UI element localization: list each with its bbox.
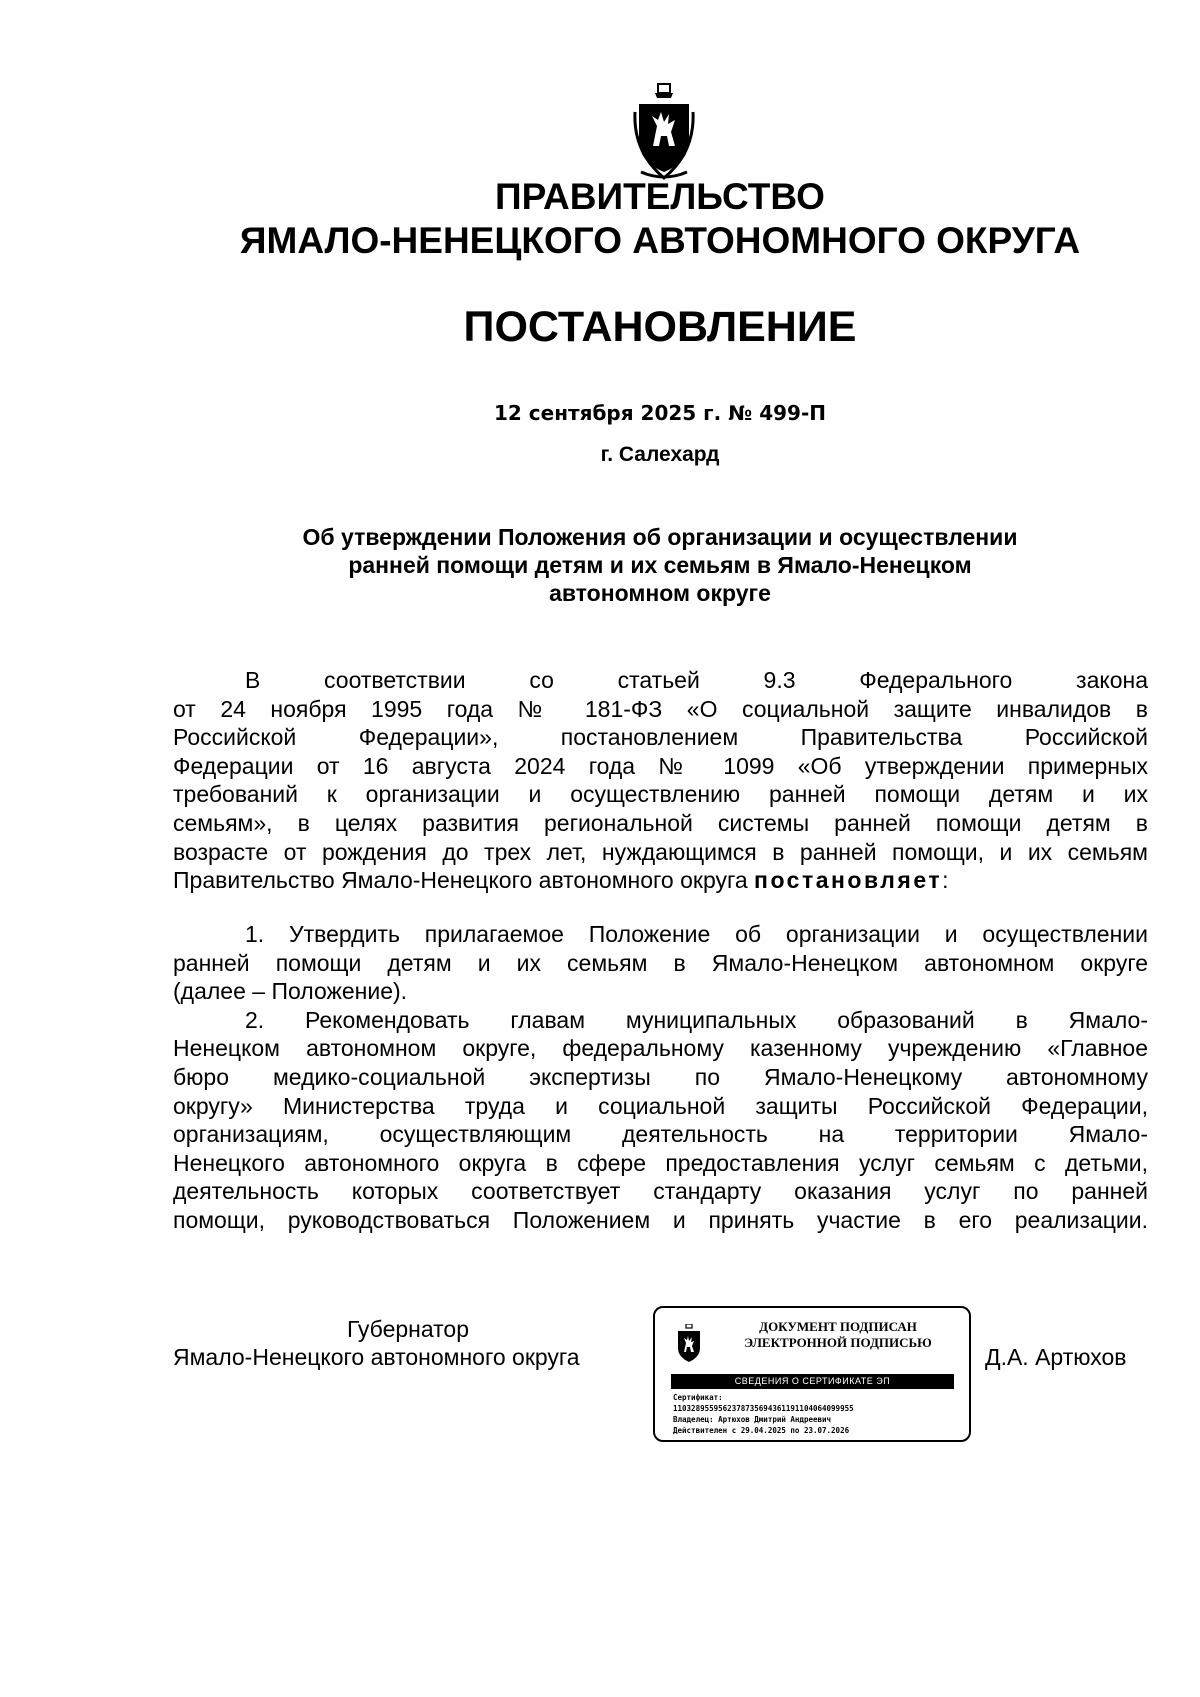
subject-line: автономном округе <box>549 580 771 606</box>
subject-line: Об утверждении Положения об организации и осуществлении <box>302 524 1018 550</box>
stamp-title-line2: ЭЛЕКТРОННОЙ ПОДПИСЬЮ <box>744 1335 932 1350</box>
item-line: округу» Министерства труда и социальной защиты Российской Федерации, <box>173 1092 1148 1119</box>
item-line: Ненецком автономном округе, федеральному казенному учреждению «Главное <box>173 1035 1148 1062</box>
electronic-signature-stamp <box>653 1306 971 1442</box>
position-line1: Губернатор <box>346 1316 470 1342</box>
item-line: помощи, руководствоваться Положением и принять участие в его реализации. <box>173 1206 1148 1233</box>
position-line2: Ямало-Ненецкого автономного округа <box>173 1344 580 1370</box>
item-line: Ненецкого автономного округа в сфере предоставления услуг семьям с детьми, <box>173 1149 1148 1176</box>
item-line: 1. Утвердить прилагаемое Положение об организации и осуществлении <box>245 921 1148 947</box>
preamble-line: Федерации от 16 августа 2024 года № 1099 «Об утверждении примерных <box>173 752 1148 779</box>
certificate-validity: Действителен с 29.04.2025 по 23.07.2026 <box>673 1426 850 1435</box>
certificate-owner: Владелец: Артюхов Дмитрий Андреевич <box>673 1415 832 1424</box>
city: г. Салехард <box>600 443 720 466</box>
item-line: деятельность которых соответствует стандарту оказания услуг по ранней <box>173 1178 1148 1205</box>
document-type: ПОСТАНОВЛЕНИЕ <box>463 303 857 351</box>
preamble-line: требований к организации и осуществлению ранней помощи детям и их <box>173 781 1148 808</box>
decree-word: постановляет <box>754 867 943 894</box>
certificate-label: Сертификат: <box>673 1393 723 1402</box>
subject-line: ранней помощи детям и их семьям в Ямало-Ненецком <box>348 552 972 578</box>
preamble-last-line <box>173 866 1148 895</box>
stamp-certificate-bar: СВЕДЕНИЯ О СЕРТИФИКАТЕ ЭП <box>671 1374 954 1389</box>
government-title-line2: ЯМАЛО-НЕНЕЦКОГО АВТОНОМНОГО ОКРУГА <box>239 220 1081 261</box>
item-line: 2. Рекомендовать главам муниципальных образований в Ямало- <box>245 1006 1148 1033</box>
preamble-line-text: Правительство Ямало-Ненецкого автономного округа <box>173 867 755 894</box>
preamble-line: от 24 ноября 1995 года № 181-ФЗ «О социальной защите инвалидов в <box>173 695 1148 722</box>
government-title-line1: ПРАВИТЕЛЬСТВО <box>495 176 825 217</box>
preamble-line: семьям», в целях развития региональной системы ранней помощи детям в <box>173 809 1148 836</box>
preamble-line: В соответствии со статьей 9.3 Федерального закона <box>245 667 1148 693</box>
item-line: бюро медико-социальной экспертизы по Ямало-Ненецкому автономному <box>173 1063 1148 1090</box>
item-line: организациям, осуществляющим деятельность на территории Ямало- <box>173 1121 1148 1148</box>
coat-of-arms-emblem <box>633 82 695 182</box>
signatory-name: Д.А. Артюхов <box>985 1344 1127 1370</box>
item-line: ранней помощи детям и их семьям в Ямало-Ненецком автономном округе <box>173 949 1148 976</box>
item-line: (далее – Положение). <box>173 978 408 1005</box>
preamble-paragraph <box>173 666 1148 895</box>
preamble-line: возрасте от рождения до трех лет, нуждающимся в ранней помощи, и их семьям <box>173 838 1148 865</box>
certificate-number: 1103289559562378735694361191104064099955 <box>673 1404 854 1413</box>
date-and-number: 12 сентября 2025 г. № 499-П <box>493 401 826 425</box>
document-subject <box>200 523 1120 607</box>
resolution-items <box>173 920 1148 1235</box>
decree-colon: : <box>942 867 949 894</box>
stamp-emblem-icon <box>675 1324 703 1366</box>
stamp-title-line1: ДОКУМЕНТ ПОДПИСАН <box>759 1319 917 1334</box>
signatory-position <box>173 1315 643 1371</box>
preamble-line: Российской Федерации», постановлением Правительства Российской <box>173 724 1148 751</box>
